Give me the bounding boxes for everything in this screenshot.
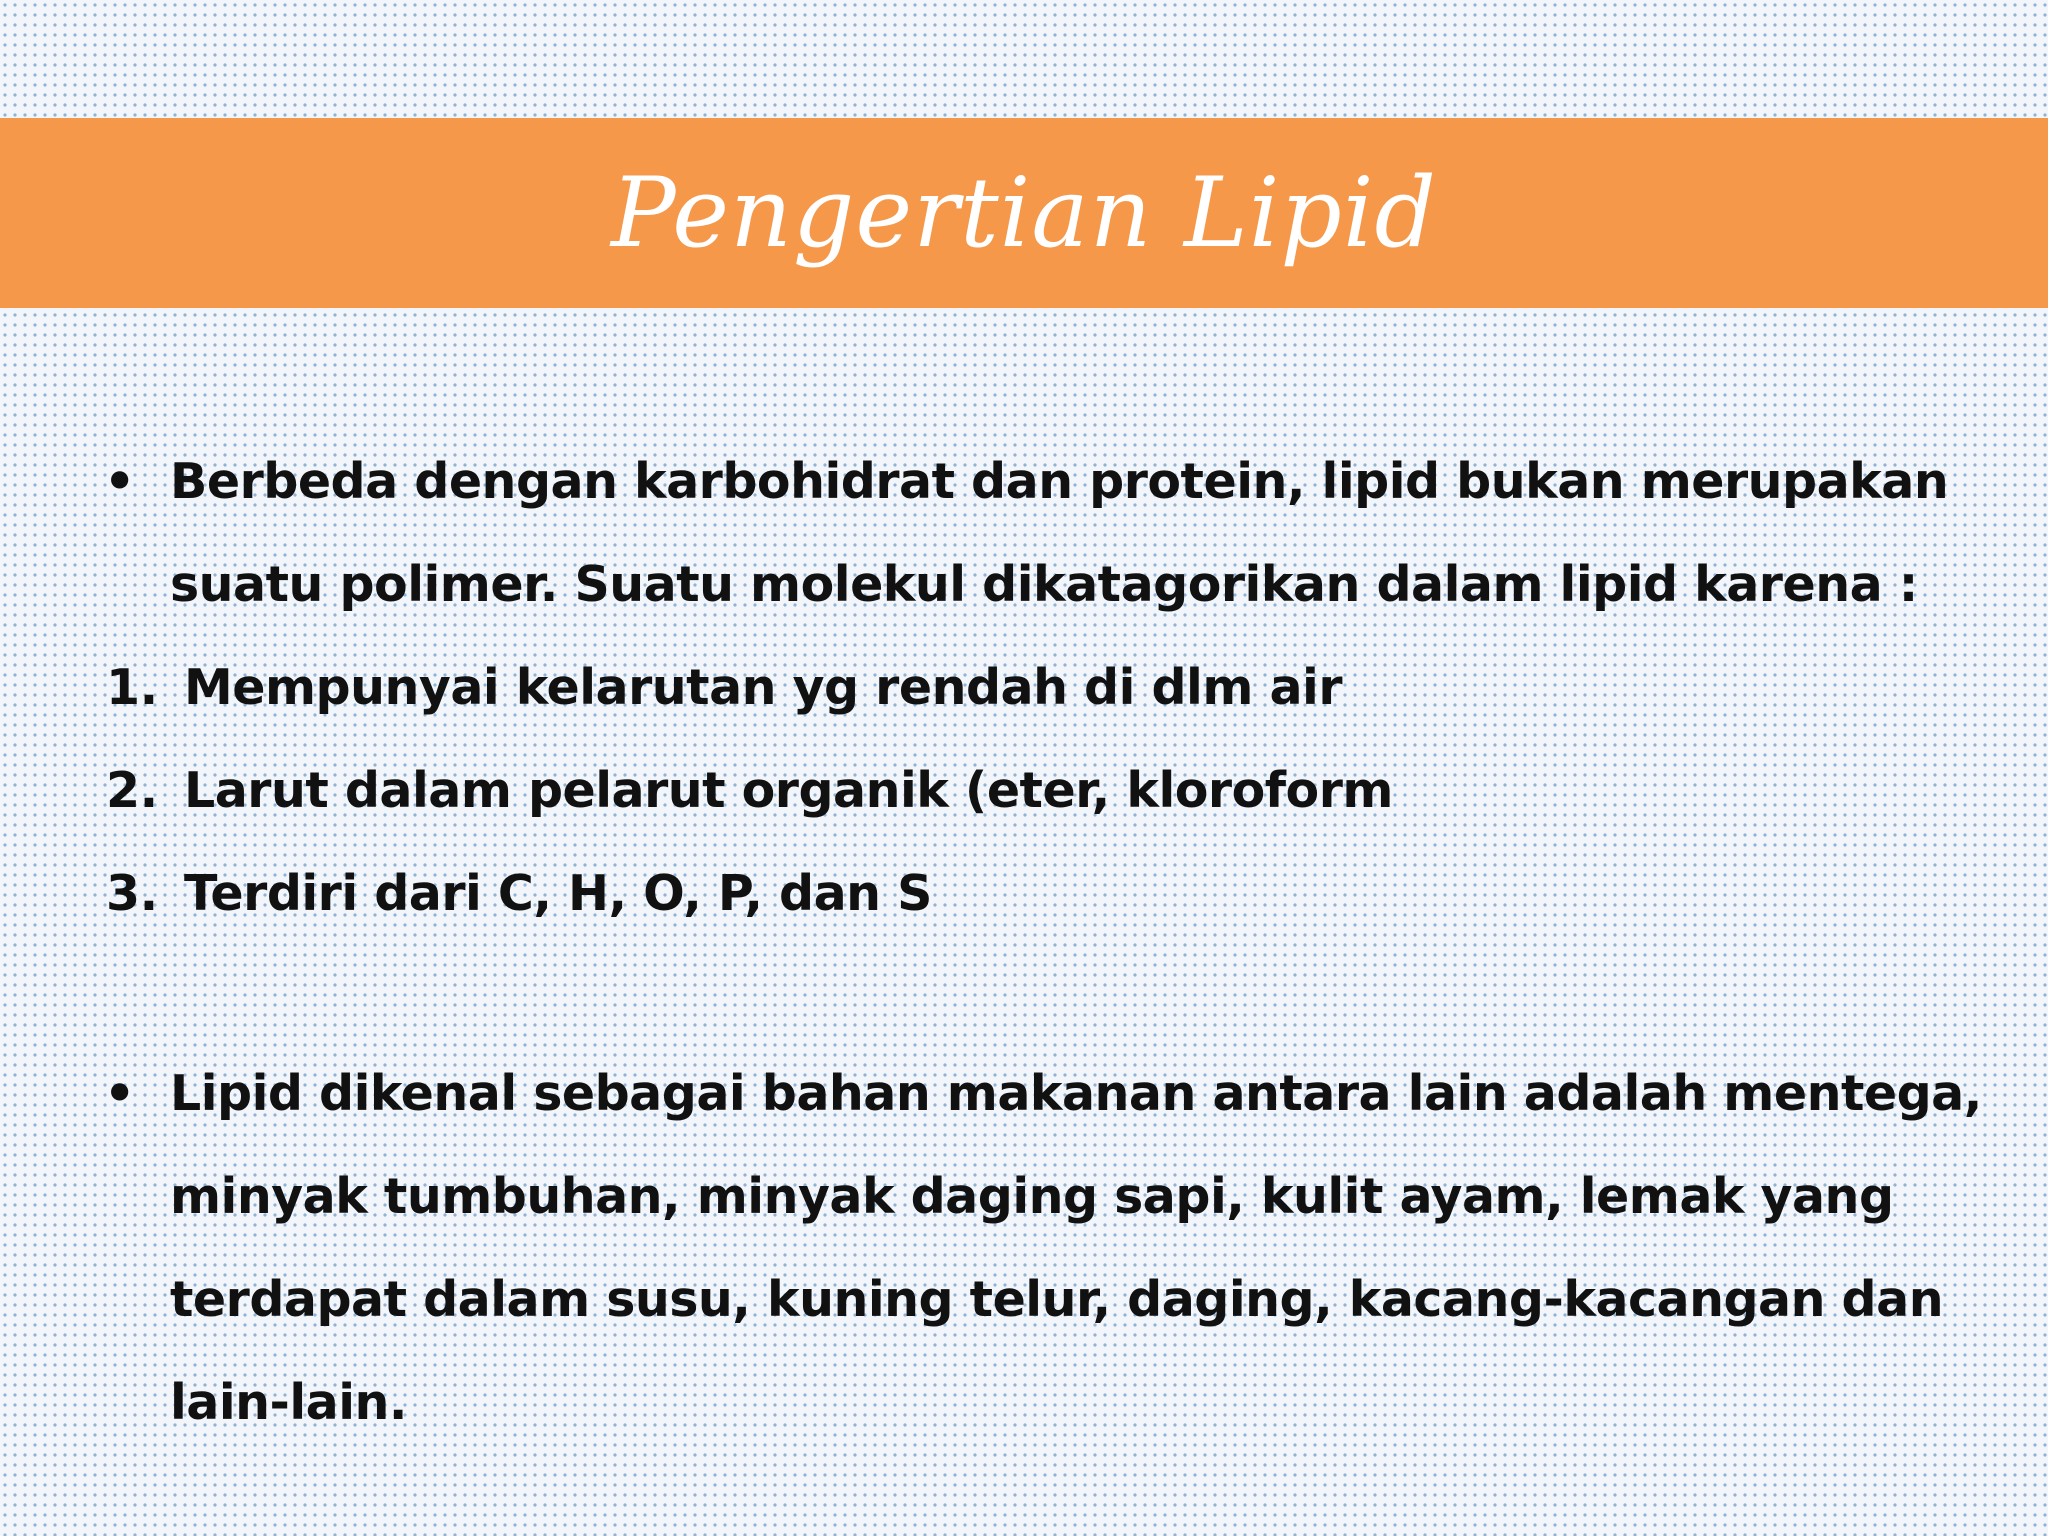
bullet-marker-2: • [104,1065,136,1122]
list-item [106,739,1393,842]
list-item [106,842,932,945]
list-item-text: Mempunyai kelarutan yg rendah di dlm air [184,659,1342,716]
bullet-2-line-4: lain-lain. [170,1374,408,1431]
bullet-text-2 [170,1042,1982,1454]
list-item-number: 1. [106,659,158,716]
bullet-marker-1: • [104,453,136,510]
list-item-text: Larut dalam pelarut organik (eter, kloroform [184,762,1393,819]
list-item-number: 3. [106,865,158,922]
list-item [106,636,1342,739]
list-item-number: 2. [106,762,158,819]
list-item-text: Terdiri dari C, H, O, P, dan S [184,865,932,922]
bullet-2-line-3: terdapat dalam susu, kuning telur, daging, kacang-kacangan dan [170,1271,1944,1328]
bullet-1-line-2: suatu polimer. Suatu molekul dikatagorikan dalam lipid karena : [170,556,1918,613]
bullet-text-1 [170,430,1970,636]
bullet-2-line-1: Lipid dikenal sebagai bahan makanan antara lain adalah mentega, [170,1065,1982,1122]
bullet-1-line-1: Berbeda dengan karbohidrat dan protein, lipid bukan merupakan [170,453,1949,510]
slide-title: Pengertian Lipid [611,157,1437,269]
bullet-2-line-2: minyak tumbuhan, minyak daging sapi, kulit ayam, lemak yang [170,1168,1894,1225]
